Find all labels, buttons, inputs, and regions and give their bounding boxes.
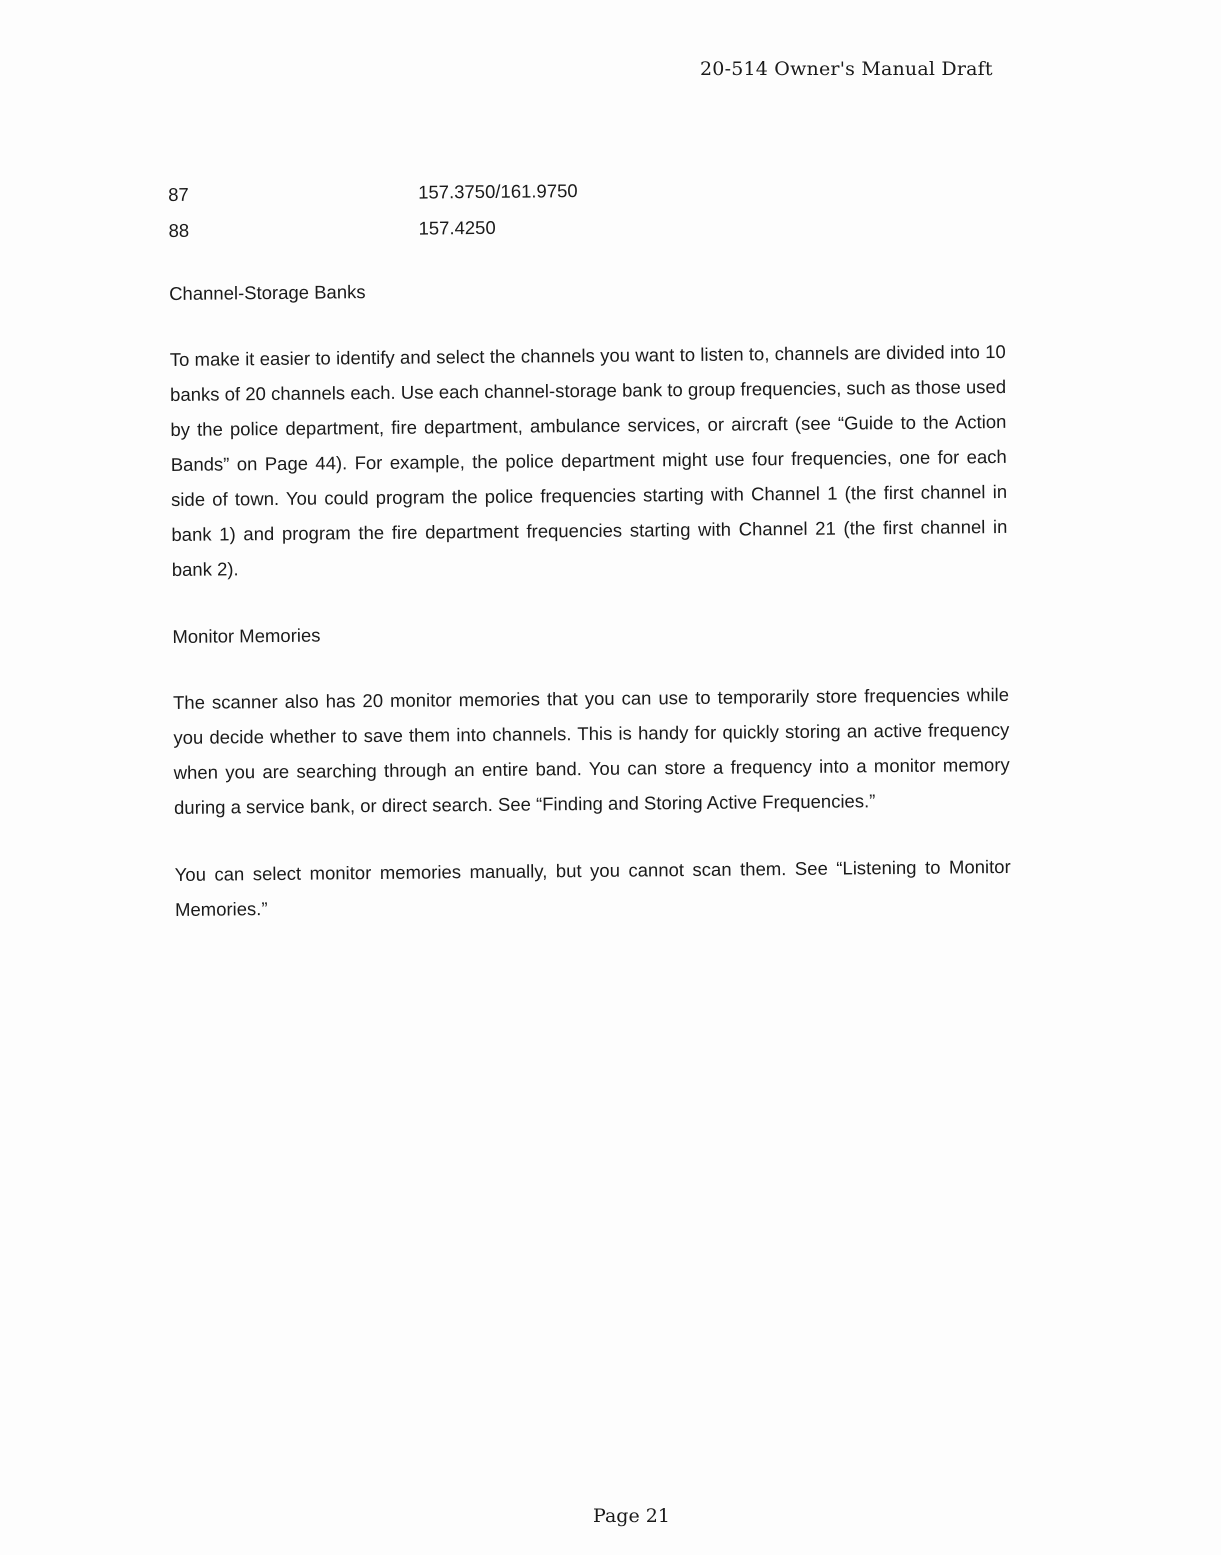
- paragraph: To make it easier to identify and select the channels you want to listen to, channels are divided into 10 banks of 20 channels each. Use each channel-storage bank to group frequencies, such as those used by the police department, fire department, ambulance services, or aircraft (see “Guide to the Action Bands” on Page 44). For example, the police department might use four frequencies, one for each side of town. You could program the police frequencies starting with Channel 1 (the first channel in bank 1) and program the fire department frequencies starting with Channel 21 (the first channel in bank 2).: [169, 340, 1008, 580]
- page-content: [168, 168, 1011, 959]
- table-row: [168, 204, 1004, 248]
- section-heading-channel-storage-banks: Channel-Storage Banks: [169, 281, 366, 304]
- section-heading-monitor-memories: Monitor Memories: [172, 624, 321, 647]
- page-number: Page 21: [593, 1505, 670, 1527]
- paragraph: You can select monitor memories manually, but you cannot scan them. See “Listening to Monitor Memories.”: [174, 855, 1011, 920]
- channel-number: 88: [168, 219, 190, 241]
- channel-frequency: 157.4250: [418, 216, 496, 239]
- frequency-table: [168, 168, 1005, 248]
- channel-number: 87: [168, 183, 189, 205]
- channel-frequency: 157.3750/161.9750: [418, 179, 578, 203]
- paragraph: The scanner also has 20 monitor memories that you can use to temporarily store frequencies while you decide whether to save them into channels. This is handy for quickly storing an active frequency when you are searching through an entire band. You can store a frequency into a monitor memory during a service bank, or direct search. See “Finding and Storing Active Frequencies.”: [172, 683, 1010, 818]
- running-header: 20-514 Owner's Manual Draft: [700, 58, 993, 80]
